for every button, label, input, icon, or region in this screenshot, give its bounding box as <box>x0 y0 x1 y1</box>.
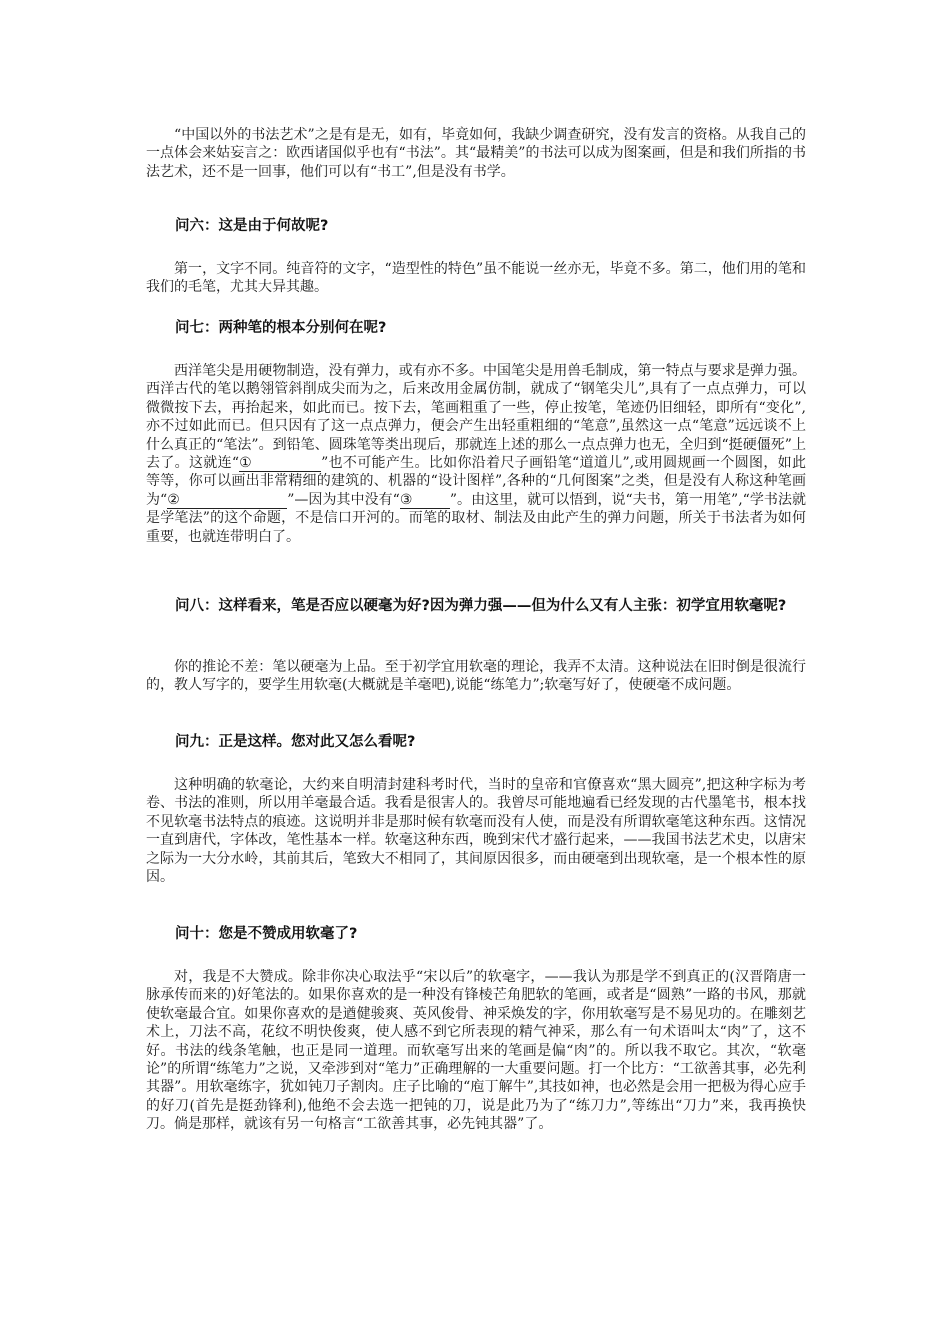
question-8-heading: 问八：这样看来，笔是否应以硬毫为好?因为弹力强——但为什么又有人主张：初学宜用软毫呢? <box>175 598 787 614</box>
answer-7-text-part-4: ”。由这里，就可以悟到，说“夫书，第一用笔”,“学书法就是学笔法”的这个命题，不是信口开河的。而笔的取材、制法及由此产生的弹力问题，所关于书法者为如何重要，也就连带明白了。 <box>146 491 806 545</box>
answer-9-paragraph: 这种明确的软毫论，大约来自明清封建科考时代，当时的皇帝和官僚喜欢“黑大圆亮”,把这种字标为考卷、书法的准则，所以用羊毫最合适。我看是很害人的。我曾尽可能地遍看已经发现的古代墨笔书，根本找不见软毫书法特点的痕迹。这说明并非是那时候有软毫而没有人使，而是没有所谓软毫笔这种东西。这情况一直到唐代，字体改，笔性基本一样。软毫这种东西，晚到宋代才盛行起来，——我国书法艺术史，以唐宋之际为一大分水岭，其前其后，笔致大不相同了，其间原因很多，而由硬毫到出现软毫，是一个根本性的原因。 <box>146 777 806 886</box>
fill-blank-1: ① <box>239 455 321 472</box>
intro-paragraph: “中国以外的书法艺术”之是有是无，如有，毕竟如何，我缺少调查研究，没有发言的资格。从我自己的一点体会来姑妄言之：欧西诸国似乎也有“书法”。其“最精美”的书法可以成为图案画，但是和我们所指的书法艺术，还不是一回事，他们可以有“书工”,但是没有书学。 <box>146 127 806 180</box>
answer-7-paragraph <box>146 362 806 546</box>
question-6-heading: 问六：这是由于何故呢? <box>175 218 329 234</box>
question-10-heading: 问十：您是不赞成用软毫了? <box>175 926 358 942</box>
fill-blank-2: ② <box>167 492 287 509</box>
answer-7-text-part-3: ”—因为其中没有“ <box>287 491 400 508</box>
answer-10-paragraph: 对，我是不大赞成。除非你决心取法乎“宋以后”的软毫字，——我认为那是学不到真正的(汉晋隋唐一脉承传而来的)好笔法的。如果你喜欢的是一种没有锋棱芒角肥软的笔画，或者是“圆熟”一路的书风，那就使软毫最合宜。如果你喜欢的是遒健骏爽、英风俊骨、神采焕发的字，你用软毫写是不易见功的。在雕刻艺术上，刀法不高，花纹不明快俊爽，使人感不到它所表现的精气神采，那么有一句术语叫太“肉”了，这不好。书法的线条笔触，也正是同一道理。而软毫写出来的笔画是偏“肉”的。所以我不取它。其次，“软毫论”的所谓“练笔力”之说，又牵涉到对“笔力”正确理解的一大重要问题。打一个比方：“工欲善其事，必先利其器”。用软毫练字，犹如钝刀子割肉。庄子比喻的“庖丁解牛”,其技如神，也必然是会用一把极为得心应手的好刀(首先是挺劲锋利),他绝不会去选一把钝的刀，说是此乃为了“练刀力”,等练出“刀力”来，我再换快刀。倘是那样，就该有另一句格言“工欲善其事，必先钝其器”了。 <box>146 969 806 1133</box>
fill-blank-3: ③ <box>400 492 450 509</box>
question-9-heading: 问九：正是这样。您对此又怎么看呢? <box>175 734 416 750</box>
answer-6-paragraph: 第一，文字不同。纯音符的文字，“造型性的特色”虽不能说一丝亦无，毕竟不多。第二，他们用的笔和我们的毛笔，尤其大异其趣。 <box>146 261 806 296</box>
answer-8-paragraph: 你的推论不差：笔以硬毫为上品。至于初学宜用软毫的理论，我弄不太清。这种说法在旧时倒是很流行的，教人写字的，要学生用软毫(大概就是羊毫吧),说能“练笔力”;软毫写好了，使硬毫不成问题。 <box>146 659 806 694</box>
answer-7-text-part-1: 西洋笔尖是用硬物制造，没有弹力，或有亦不多。中国笔尖是用兽毛制成，第一特点与要求是弹力强。西洋古代的笔以鹅翎管斜削成尖而为之，后来改用金属仿制，就成了“钢笔尖儿”,具有了一点点弹力，可以微微按下去，再抬起来，如此而已。按下去，笔画粗重了一些，停止按笔，笔迹仍旧细轻，即所有“变化”,亦不过如此而已。但只因有了这一点点弹力，便会产生出轻重粗细的“笔意”,虽然这一点“笔意”远远谈不上什么真正的“笔法”。到铅笔、圆珠笔等类出现后，那就连上述的那么一点点弹力也无，全归到“挺硬僵死”上去了。这就连“ <box>146 363 806 472</box>
answer-7-text-part-2: ”也不可能产生。比如你沿着尺子画铅笔“道道儿”,或用圆规画一个圆图，如此等等，你可以画出非常精细的建筑的、机器的“设计图样”,各种的“几何图案”之类，但是没有人称这种笔画为“ <box>146 455 806 508</box>
question-7-heading: 问七：两种笔的根本分别何在呢? <box>175 320 387 336</box>
